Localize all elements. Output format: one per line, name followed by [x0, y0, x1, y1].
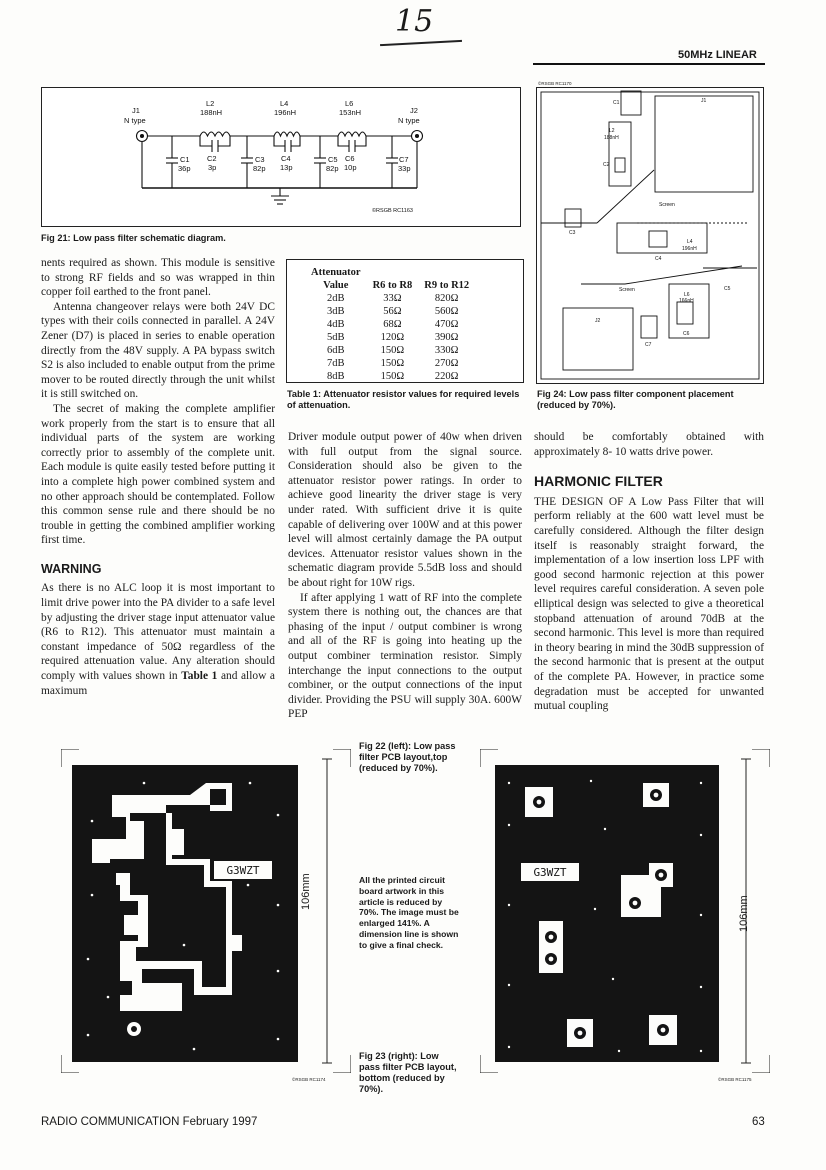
col3-p2: THE DESIGN OF A Low Pass Filter that will perform reliably at the 600 watt level must be carefully considered. Although the filter design itself is reasonably straight forward, the implementation of a low insertion loss LPF with good second harmonic rejection at this power level requires careful consideration. A seven pole elliptical design was selected to give a theoretical stopband attenuation of around 70dB at the second harmonic. This level is more than required in theory bearing in mind the 30dB suppression of the second harmonic that is present at the output of the complete PA. However, in practice some degradation must be accepted for unwanted mutual coupling [534, 495, 764, 713]
col1-p1: nents required as shown. This module is sensitive to strong RF fields and so was wrapped in thin copper foil earthed to the front panel. [41, 257, 275, 299]
label-c1: C1 [180, 155, 190, 164]
cell: 33Ω [383, 293, 402, 304]
cell: 150Ω [380, 358, 405, 369]
fig24-label-l2-val: 188nH [604, 135, 619, 141]
label-c5: C5 [328, 155, 338, 164]
label-j1-type: N type [124, 116, 146, 125]
col1-p4 [41, 581, 275, 698]
fig24-placement [536, 87, 764, 384]
fig24-label-screen1: Screen [659, 202, 675, 208]
table-row [305, 318, 475, 331]
label-c6-val: 10p [344, 163, 357, 172]
table1-header-2: R6 to R8 [372, 280, 413, 291]
label-c3: C3 [255, 155, 265, 164]
heading-warning: WARNING [41, 561, 102, 576]
handwritten-page-number: 15 [395, 4, 434, 39]
label-j2: J2 [410, 106, 418, 115]
fig24-label-c3: C3 [569, 230, 576, 236]
fig23-pcb-bottom [495, 765, 719, 1062]
fig24-label-c1: C1 [613, 100, 620, 106]
heading-harmonic-filter: HARMONIC FILTER [534, 473, 663, 490]
footer-publication: RADIO COMMUNICATION February 1997 [41, 1116, 258, 1128]
fig23-pcb-text: G3WZT [533, 866, 567, 879]
fig22-credit: ©RSGB RC1174 [292, 1077, 326, 1082]
fig24-label-l2: L2 [609, 128, 615, 134]
fig24-placement-drawing [537, 88, 763, 383]
table1-box [286, 259, 524, 383]
attenuator-table [305, 266, 475, 383]
label-c7: C7 [399, 155, 409, 164]
col2-p2: If after applying 1 watt of RF into the complete system there is nothing out, the chances are that phasing of the input / output combiner is wrong and all of the RF is going into heating up the output combiner termination resistor. Simply interchange the input connections to the output combiner, or the output connections of the input divider. Providing the PSU will supply 30A. 600W PEP [288, 591, 522, 721]
fig23-dimension: 106mm [738, 895, 750, 932]
fig22-pcb-artwork [72, 765, 298, 1062]
cell: 390Ω [434, 332, 459, 343]
fig24-label-l4: L4 [687, 239, 693, 245]
pcb-artwork-note: All the printed circuit board artwork in this article is reduced by 70%. The image must be enlarged 141%. A dimension line is shown to give a final check. [359, 875, 459, 950]
fig21-schematic-drawing [42, 88, 520, 226]
table1-ref: Table 1 [181, 670, 218, 683]
label-c4: C4 [281, 154, 291, 163]
fig24-label-j2: J2 [595, 318, 601, 324]
fig24-label-l6-val: 166nH [679, 298, 694, 304]
table-row [305, 344, 475, 357]
table-row [305, 357, 475, 370]
fig22-dimension: 106mm [300, 873, 312, 910]
cell: 150Ω [380, 371, 405, 382]
cell: 560Ω [434, 306, 459, 317]
cell: 120Ω [380, 332, 405, 343]
cell: 3dB [327, 306, 345, 317]
label-c7-val: 33p [398, 164, 411, 173]
fig23-pcb-artwork [495, 765, 719, 1062]
fig24-label-c4: C4 [655, 256, 662, 262]
table1-caption: Table 1: Attenuator resistor values for required levels of attenuation. [287, 389, 520, 410]
column-1 [41, 256, 275, 698]
col1-p2: Antenna changeover relays were both 24V DC types with their coils connected in parallel. A 24V Zener (D7) is placed in series to enable operation directly from the 48V supply. A PA bypass switch S2 is also included to enable output from the prime mover to be routed directly through the unit whilst it is still switched on. [41, 300, 275, 401]
table-row [305, 292, 475, 305]
fig24-label-screen2: Screen [619, 287, 635, 293]
fig24-label-c6: C6 [683, 331, 690, 337]
cell: 820Ω [434, 293, 459, 304]
fig24-caption: Fig 24: Low pass filter component placement (reduced by 70%). [537, 389, 734, 410]
fig24-label-l4-val: 196nH [682, 246, 697, 252]
label-j2-type: N type [398, 116, 420, 125]
fig21-caption: Fig 21: Low pass filter schematic diagram. [41, 233, 226, 243]
label-c2-val: 3p [208, 163, 217, 172]
fig22-caption: Fig 22 (left): Low pass filter PCB layout,top (reduced by 70%). [359, 741, 456, 773]
fig22-pcb-text: G3WZT [226, 864, 260, 877]
cell: 2dB [327, 293, 345, 304]
fig24-label-c2: C2 [603, 162, 610, 168]
fig24-credit: ©RSGB RC1170 [538, 81, 572, 86]
label-c3-val: 82p [253, 164, 266, 173]
fig22-pcb-top [72, 765, 298, 1062]
label-l6-val: 153nH [339, 108, 362, 117]
table1-header-1b: Value [323, 280, 349, 291]
col3-p1: should be comfortably obtained with approximately 8- 10 watts drive power. [534, 431, 764, 458]
section-tag: 50MHz LINEAR [678, 49, 757, 61]
fig21-schematic [41, 87, 521, 227]
footer-page-number: 63 [752, 1116, 765, 1128]
label-l4-val: 196nH [274, 108, 297, 117]
fig24-label-j1: J1 [701, 98, 707, 104]
section-rule [533, 63, 765, 65]
label-c5-val: 82p [326, 164, 339, 173]
cell: 7dB [327, 358, 345, 369]
label-l2: L2 [206, 99, 215, 108]
fig23-credit: ©RSGB RC1175 [718, 1077, 752, 1082]
fig21-credit: ©RSGB RC1163 [372, 208, 413, 214]
label-c2: C2 [207, 154, 217, 163]
col1-p4-text: As there is no ALC loop it is most important to limit drive power into the PA divider to a safe level by adjusting the driver stage input attenuator value (R6 to R12). This attenuator must maintain a constant impedance of 50Ω regardless of the required attenuation value. Any alteration should comply with values shown in [41, 582, 275, 683]
cell: 6dB [327, 345, 345, 356]
column-3 [534, 430, 764, 714]
cell: 470Ω [434, 319, 459, 330]
cell: 330Ω [434, 345, 459, 356]
cell: 220Ω [434, 371, 459, 382]
cell: 4dB [327, 319, 345, 330]
table1-header-1a: Attenuator [311, 267, 361, 278]
table1-header-3: R9 to R12 [424, 280, 470, 291]
fig23-caption: Fig 23 (right): Low pass filter PCB layout, bottom (reduced by 70%). [359, 1051, 457, 1094]
col2-p1: Driver module output power of 40w when driven with full output from the signal source. Consideration should also be given to the attenuator resistor power ratings. In order to achieve good linearity the driver stage is very under rated. With sufficient drive it is quite capable of delivering over 100W and at this power level will almost certainly damage the PA output devices. Attenuator resistor values shown in the schematic diagram provide 5.5dB loss and should be about right for 10W rigs. [288, 431, 522, 589]
fig24-label-c7: C7 [645, 342, 652, 348]
table-row [305, 331, 475, 344]
cell: 68Ω [383, 319, 402, 330]
label-c6: C6 [345, 154, 355, 163]
label-l6: L6 [345, 99, 354, 108]
column-2 [288, 430, 522, 722]
label-l4: L4 [280, 99, 289, 108]
fig24-label-l6: L6 [684, 292, 690, 298]
label-j1: J1 [132, 106, 140, 115]
cell: 56Ω [383, 306, 402, 317]
cell: 8dB [327, 371, 345, 382]
label-c1-val: 36p [178, 164, 191, 173]
cell: 270Ω [434, 358, 459, 369]
label-c4-val: 13p [280, 163, 293, 172]
fig24-label-c5: C5 [724, 286, 731, 292]
label-l2-val: 188nH [200, 108, 223, 117]
cell: 5dB [327, 332, 345, 343]
handwritten-underline [380, 40, 462, 46]
table-row [305, 305, 475, 318]
col1-p4-text-end: and allow a maximum [41, 670, 275, 697]
table-row [305, 370, 475, 383]
cell: 150Ω [380, 345, 405, 356]
col1-p3: The secret of making the complete amplifier work properly from the start is to ensure that all individual parts of the system are working correctly prior to assembly of the complete unit. Each module is quite easily tested before putting it into a complete high power combined system and no other approach should be contemplated. Follow this common sense rule and there should be no trouble in getting the combined amplifier working first time. [41, 402, 275, 547]
